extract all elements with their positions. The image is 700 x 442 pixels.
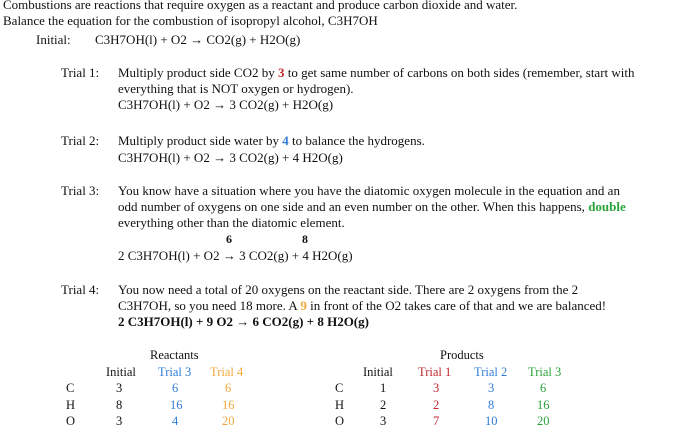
- trial3-text-line3: everything other than the diatomic element.: [118, 215, 345, 230]
- trial1-text-b: to get same number of carbons on both sides (remember, start with: [287, 65, 635, 80]
- table-cell: 6: [540, 381, 547, 395]
- trial2-text-b: to balance the hydrogens.: [292, 133, 425, 148]
- initial-equation: C3H7OH(l) + O2 → CO2(g) + H2O(g): [95, 32, 301, 47]
- table-cell: 7: [433, 414, 440, 428]
- table-cell: 2: [433, 398, 440, 412]
- table-cell: 16: [170, 398, 183, 412]
- intro-line-1: Combustions are reactions that require oxygen as a reactant and produce carbon dioxide and water.: [3, 0, 518, 12]
- table-cell: 8: [116, 398, 123, 412]
- table-cell: 3: [116, 414, 123, 428]
- table-cell: 20: [537, 414, 550, 428]
- trial4-text-line2-a: C3H7OH, so you need 18 more. A: [118, 298, 298, 313]
- table-cell: 8: [488, 398, 495, 412]
- trial4-equation: 2 C3H7OH(l) + 9 O2 → 6 CO2(g) + 8 H2O(g): [118, 314, 369, 329]
- products-header-trial2: Trial 2: [474, 365, 508, 379]
- trial2-coefficient: 4: [282, 133, 289, 148]
- reactants-element-c: C: [66, 381, 75, 395]
- products-header-trial3: Trial 3: [528, 365, 562, 379]
- reactants-element-h: H: [66, 398, 76, 412]
- products-header-trial1: Trial 1: [418, 365, 452, 379]
- products-header-initial: Initial: [363, 365, 393, 379]
- trial4-text-line1: You now need a total of 20 oxygens on the reactant side. There are 2 oxygens from the 2: [118, 282, 579, 297]
- table-cell: 3: [116, 381, 123, 395]
- trial3-label: Trial 3:: [61, 183, 100, 198]
- trial2-label: Trial 2:: [61, 133, 100, 148]
- table-cell: 3: [488, 381, 495, 395]
- trial2-equation: C3H7OH(l) + O2 → 3 CO2(g) + 4 H2O(g): [118, 150, 343, 165]
- reactants-element-o: O: [66, 414, 76, 428]
- table-cell: 10: [485, 414, 498, 428]
- trial1-text-line1: [118, 66, 635, 80]
- trial4-label: Trial 4:: [61, 282, 100, 297]
- trial2-text: [118, 134, 425, 148]
- table-cell: 2: [380, 398, 387, 412]
- table-cell: 6: [225, 381, 232, 395]
- trial2-text-a: Multiply product side water by: [118, 133, 280, 148]
- table-cell: 16: [537, 398, 550, 412]
- table-cell: 16: [222, 398, 235, 412]
- table-cell: 4: [172, 414, 179, 428]
- table-cell: 3: [380, 414, 387, 428]
- products-title: Products: [440, 348, 484, 362]
- trial1-text-line2: everything that is NOT oxygen or hydrogen).: [118, 81, 354, 96]
- products-element-c: C: [335, 381, 344, 395]
- trial1-equation: C3H7OH(l) + O2 → 3 CO2(g) + H2O(g): [118, 97, 334, 112]
- table-cell: 20: [222, 414, 235, 428]
- table-cell: 6: [172, 381, 179, 395]
- trial3-text-line1: You know have a situation where you have the diatomic oxygen molecule in the equation and an: [118, 183, 620, 198]
- table-cell: 3: [433, 381, 440, 395]
- products-element-o: O: [335, 414, 345, 428]
- trial4-text-line2: [118, 299, 606, 313]
- initial-label: Initial:: [36, 32, 71, 47]
- reactants-header-trial3: Trial 3: [158, 365, 192, 379]
- trial3-text-line2: [118, 200, 626, 214]
- reactants-header-trial4: Trial 4: [210, 365, 244, 379]
- trial3-text-line2-a: odd number of oxygens on one side and an even number on the other. When this happens,: [118, 199, 585, 214]
- trial3-equation: 2 C3H7OH(l) + O2 → 3 CO2(g) + 4 H2O(g): [118, 248, 353, 263]
- trial1-text-a: Multiply product side CO2 by: [118, 65, 275, 80]
- intro-line-2: Balance the equation for the combustion of isopropyl alcohol, C3H7OH: [3, 13, 378, 28]
- reactants-title: Reactants: [150, 348, 199, 362]
- trial3-above-co2: 6: [226, 232, 232, 246]
- products-element-h: H: [335, 398, 345, 412]
- trial4-text-line2-b: in front of the O2 takes care of that and we are balanced!: [310, 298, 607, 313]
- table-cell: 1: [380, 381, 387, 395]
- trial3-above-h2o: 8: [302, 232, 308, 246]
- reactants-header-initial: Initial: [106, 365, 136, 379]
- trial4-coefficient: 9: [300, 298, 307, 313]
- trial3-highlight-double: double: [588, 199, 626, 214]
- trial1-label: Trial 1:: [61, 65, 100, 80]
- trial1-coefficient: 3: [277, 65, 285, 80]
